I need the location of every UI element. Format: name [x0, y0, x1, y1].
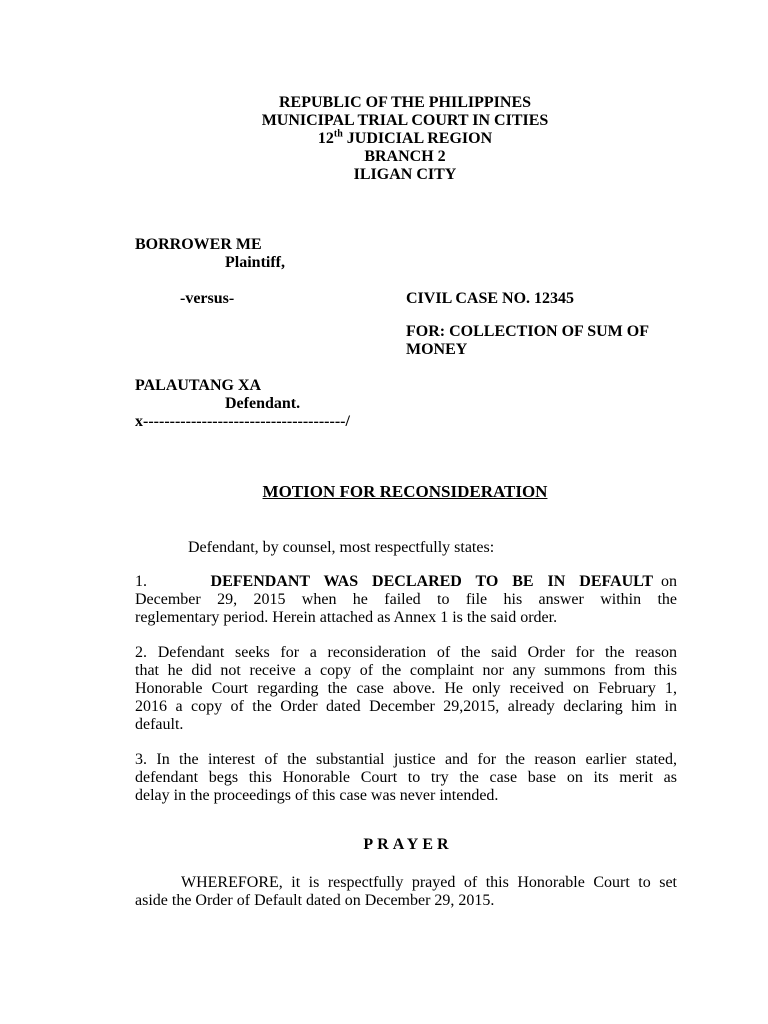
prayer-line-1: WHEREFORE, it is respectfully prayed of this Honorable Court to set: [181, 874, 677, 891]
motion-title: MOTION FOR RECONSIDERATION: [262, 482, 548, 501]
case-number: CIVIL CASE NO. 12345: [406, 290, 575, 307]
paragraph-2-line-2: that he did not receive a copy of the complaint nor any summons from this: [135, 662, 677, 679]
versus-label: -versus-: [180, 290, 235, 307]
paragraph-1-line-3: reglementary period. Herein attached as Annex 1 is the said order.: [135, 609, 558, 626]
header-republic: REPUBLIC OF THE PHILIPPINES: [278, 94, 532, 111]
paragraph-3-line-2: defendant begs this Honorable Court to try the case base on its merit as: [135, 769, 677, 786]
caption-separator: x--------------------------------------/: [135, 413, 350, 430]
prayer-paragraph: [135, 874, 677, 910]
paragraph-2: [135, 644, 677, 734]
paragraph-3-line-1: 3. In the interest of the substantial justice and for the reason earlier stated,: [135, 751, 677, 768]
prayer-line-2: aside the Order of Default dated on December 29, 2015.: [135, 892, 495, 909]
case-nature-line2: MONEY: [406, 341, 468, 358]
header-branch: BRANCH 2: [364, 148, 446, 165]
header-region-number: 12: [317, 130, 334, 147]
paragraph-2-line-3: Honorable Court regarding the case above. He only received on February 1,: [135, 680, 677, 697]
header-city: ILIGAN CITY: [353, 166, 457, 183]
intro-statement: Defendant, by counsel, most respectfully states:: [188, 539, 495, 556]
header-region: [0, 130, 768, 148]
prayer-title: PRAYER: [363, 836, 453, 853]
court-header: [0, 94, 768, 184]
paragraph-2-line-4: 2016 a copy of the Order dated December 29,2015, already declaring him in: [135, 698, 677, 715]
paragraph-1-heading: DEFENDANT WAS DECLARED TO BE IN DEFAULT: [210, 573, 654, 590]
paragraph-1-line-2: December 29, 2015 when he failed to file his answer within the: [135, 591, 677, 608]
paragraph-1-tail: on: [661, 573, 678, 590]
header-court: MUNICIPAL TRIAL COURT IN CITIES: [261, 112, 549, 129]
defendant-role: Defendant.: [225, 395, 301, 412]
case-nature-line1: FOR: COLLECTION OF SUM OF: [406, 323, 649, 340]
paragraph-2-line-1: 2. Defendant seeks for a reconsideration of the said Order for the reason: [135, 644, 677, 661]
paragraph-1-number: 1.: [135, 573, 147, 590]
plaintiff-role: Plaintiff,: [225, 254, 285, 271]
paragraph-2-line-5: default.: [135, 716, 184, 733]
paragraph-3-line-3: delay in the proceedings of this case was never intended.: [135, 787, 499, 804]
defendant-name: PALAUTANG XA: [135, 377, 262, 394]
plaintiff-name: BORROWER ME: [135, 236, 262, 253]
header-region-suffix: th: [333, 128, 343, 140]
header-region-text: JUDICIAL REGION: [342, 130, 493, 147]
paragraph-3: [135, 751, 677, 805]
paragraph-1-line-1: [135, 573, 677, 591]
paragraph-1: [135, 573, 677, 627]
